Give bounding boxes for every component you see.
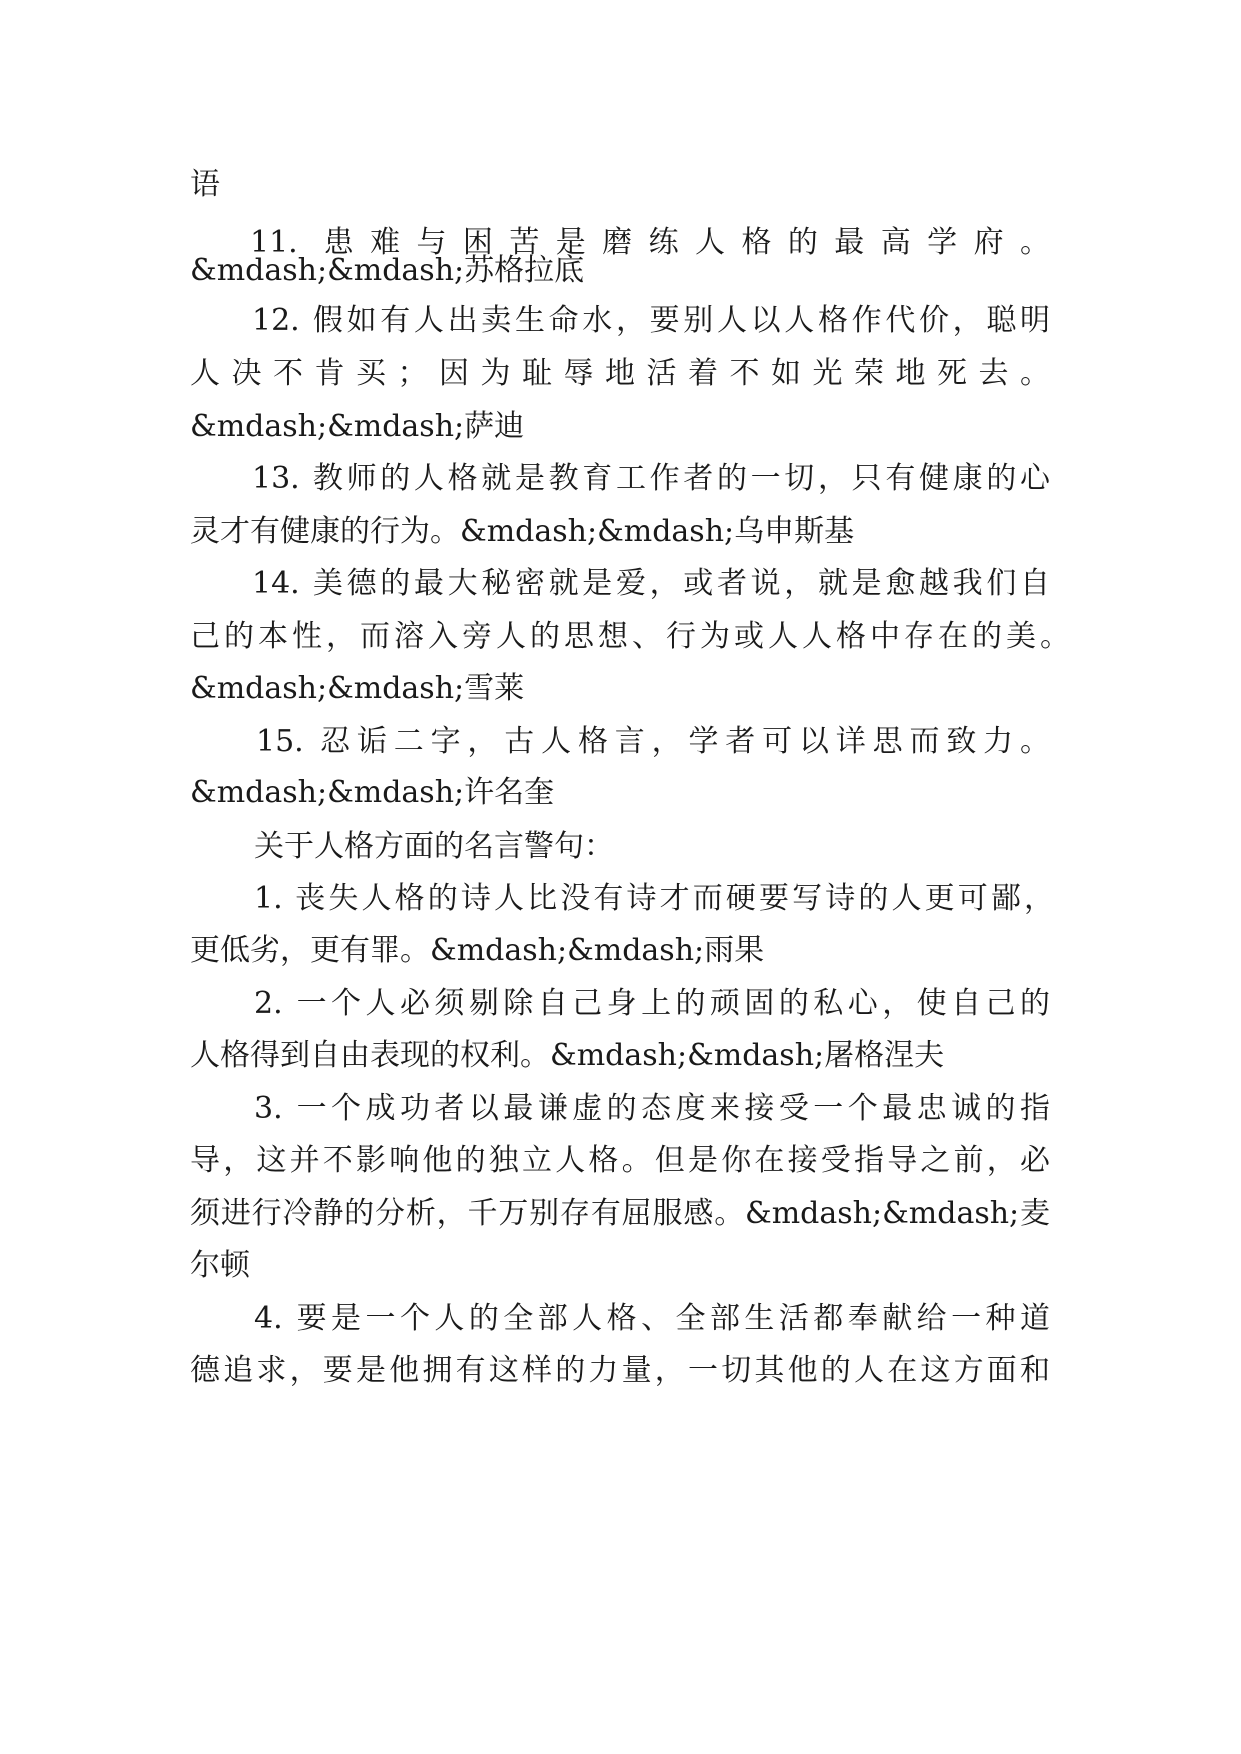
text-line: &mdash;&mdash;萨迪 <box>190 409 525 444</box>
quote-2: 2. 一个人必须剔除自己身上的顽固的私心，使自己的 <box>254 986 1050 1021</box>
text-line: 语 <box>190 167 220 202</box>
text-line: 人格得到自由表现的权利。&mdash;&mdash;屠格涅夫 <box>190 1038 945 1073</box>
quote-15: 15. 忍诟二字，古人格言，学者可以详思而致力。 <box>256 724 1050 759</box>
text-line: 德追求，要是他拥有这样的力量，一切其他的人在这方面和 <box>190 1353 1050 1388</box>
quote-1: 1. 丧失人格的诗人比没有诗才而硬要写诗的人更可鄙， <box>254 881 1054 916</box>
text-line: &mdash;&mdash;苏格拉底 <box>190 253 585 288</box>
text-line: 更低劣，更有罪。&mdash;&mdash;雨果 <box>190 933 765 968</box>
text-line: 导，这并不影响他的独立人格。但是你在接受指导之前，必 <box>190 1143 1050 1178</box>
quote-3: 3. 一个成功者以最谦虚的态度来接受一个最忠诚的指 <box>254 1091 1050 1126</box>
quote-14: 14. 美德的最大秘密就是爱，或者说，就是愈越我们自 <box>252 566 1050 601</box>
text-line: 尔顿 <box>190 1248 250 1283</box>
quote-13: 13. 教师的人格就是教育工作者的一切，只有健康的心 <box>252 461 1050 496</box>
text-line: 人决不肯买；因为耻辱地活着不如光荣地死去。 <box>190 356 1050 391</box>
text-line: &mdash;&mdash;雪莱 <box>190 671 525 706</box>
quote-12: 12. 假如有人出卖生命水，要别人以人格作代价，聪明 <box>252 303 1050 338</box>
quote-4: 4. 要是一个人的全部人格、全部生活都奉献给一种道 <box>254 1301 1050 1336</box>
text-line: &mdash;&mdash;许名奎 <box>190 775 555 810</box>
text-line: 灵才有健康的行为。&mdash;&mdash;乌申斯基 <box>190 514 855 549</box>
section-heading: 关于人格方面的名言警句： <box>254 829 614 864</box>
text-line: 己的本性，而溶入旁人的思想、行为或人人格中存在的美。 <box>190 619 1070 654</box>
quote-11: 11. 患难与困苦是磨练人格的最高学府。 <box>250 225 1050 260</box>
text-line: 须进行冷静的分析，千万别存有屈服感。&mdash;&mdash;麦 <box>190 1196 1050 1231</box>
